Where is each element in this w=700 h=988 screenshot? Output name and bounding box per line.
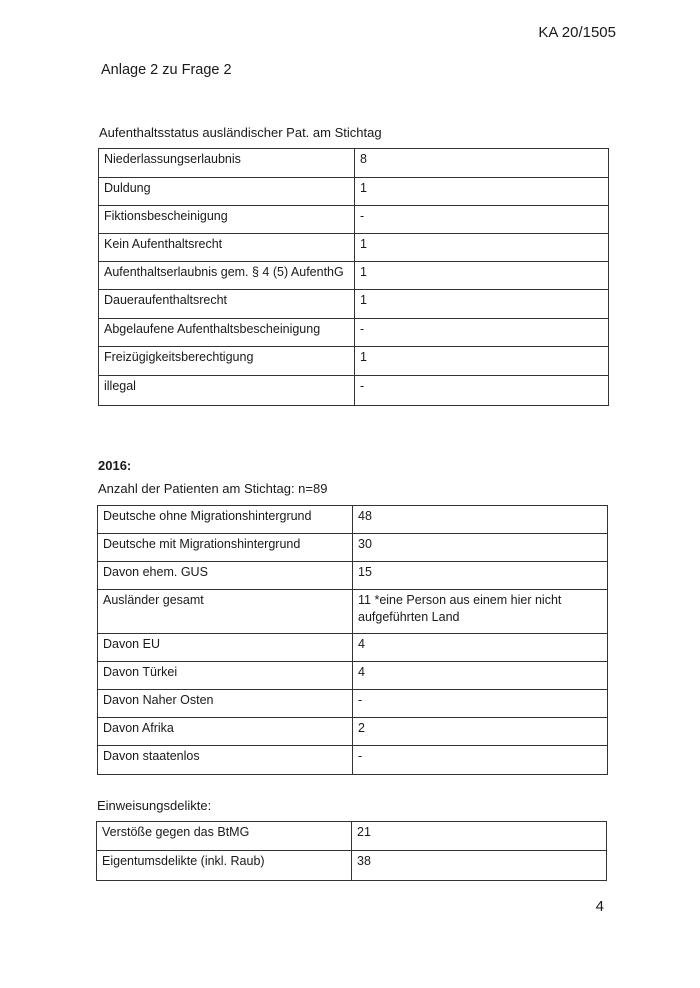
offenses-table bbox=[96, 821, 607, 881]
row-value: - bbox=[355, 376, 609, 406]
offenses-caption: Einweisungsdelikte: bbox=[97, 798, 212, 813]
row-value: 4 bbox=[353, 662, 608, 690]
table-row bbox=[97, 851, 607, 881]
row-label: Kein Aufenthaltsrecht bbox=[99, 234, 355, 262]
row-value: 8 bbox=[355, 149, 609, 178]
row-label: Davon EU bbox=[98, 634, 353, 662]
table-row bbox=[99, 347, 609, 376]
row-value: 48 bbox=[353, 506, 608, 534]
row-value: 38 bbox=[352, 851, 607, 881]
table-row bbox=[98, 746, 608, 775]
row-label: Freizügigkeitsberechtigung bbox=[99, 347, 355, 376]
row-value: 1 bbox=[355, 234, 609, 262]
patients-count-caption: Anzahl der Patienten am Stichtag: n=89 bbox=[98, 481, 328, 496]
table-row bbox=[99, 290, 609, 319]
row-label: illegal bbox=[99, 376, 355, 406]
table-row bbox=[99, 149, 609, 178]
row-label: Niederlassungserlaubnis bbox=[99, 149, 355, 178]
row-label: Fiktionsbescheinigung bbox=[99, 206, 355, 234]
patients-origin-table bbox=[97, 505, 608, 775]
row-label: Davon staatenlos bbox=[98, 746, 353, 775]
row-value: 1 bbox=[355, 262, 609, 290]
table-row bbox=[99, 319, 609, 347]
table-row bbox=[98, 506, 608, 534]
row-value: 1 bbox=[355, 178, 609, 206]
attachment-title: Anlage 2 zu Frage 2 bbox=[101, 62, 232, 78]
row-value: - bbox=[355, 206, 609, 234]
table-row bbox=[99, 178, 609, 206]
table-row bbox=[98, 690, 608, 718]
table-row bbox=[98, 562, 608, 590]
row-label: Davon Türkei bbox=[98, 662, 353, 690]
row-label: Abgelaufene Aufenthaltsbescheinigung bbox=[99, 319, 355, 347]
row-label: Duldung bbox=[99, 178, 355, 206]
row-value: - bbox=[353, 746, 608, 775]
row-label: Daueraufenthaltsrecht bbox=[99, 290, 355, 319]
table-row bbox=[98, 662, 608, 690]
row-value: - bbox=[355, 319, 609, 347]
row-label: Aufenthaltserlaubnis gem. § 4 (5) AufenthG bbox=[99, 262, 355, 290]
row-value: 30 bbox=[353, 534, 608, 562]
row-label: Davon Afrika bbox=[98, 718, 353, 746]
table-row bbox=[97, 822, 607, 851]
table-row bbox=[98, 718, 608, 746]
row-value: 2 bbox=[353, 718, 608, 746]
row-value: 1 bbox=[355, 290, 609, 319]
table-row bbox=[99, 262, 609, 290]
table-row bbox=[99, 234, 609, 262]
row-value: 11 *eine Person aus einem hier nicht aufgeführten Land bbox=[353, 590, 608, 634]
document-id: KA 20/1505 bbox=[538, 24, 616, 41]
table-row bbox=[98, 634, 608, 662]
residence-status-table bbox=[98, 148, 609, 406]
table-row bbox=[99, 376, 609, 406]
row-value: - bbox=[353, 690, 608, 718]
table-row bbox=[99, 206, 609, 234]
row-label: Ausländer gesamt bbox=[98, 590, 353, 634]
row-value: 1 bbox=[355, 347, 609, 376]
row-label: Deutsche mit Migrationshintergrund bbox=[98, 534, 353, 562]
row-value: 21 bbox=[352, 822, 607, 851]
page-number: 4 bbox=[595, 898, 604, 915]
row-label: Verstöße gegen das BtMG bbox=[97, 822, 352, 851]
table-row bbox=[98, 590, 608, 634]
row-label: Davon ehem. GUS bbox=[98, 562, 353, 590]
row-label: Eigentumsdelikte (inkl. Raub) bbox=[97, 851, 352, 881]
table-row bbox=[98, 534, 608, 562]
row-value: 15 bbox=[353, 562, 608, 590]
residence-status-caption: Aufenthaltsstatus ausländischer Pat. am Stichtag bbox=[99, 125, 382, 140]
row-value: 4 bbox=[353, 634, 608, 662]
row-label: Davon Naher Osten bbox=[98, 690, 353, 718]
year-heading: 2016: bbox=[98, 458, 132, 473]
row-label: Deutsche ohne Migrationshintergrund bbox=[98, 506, 353, 534]
